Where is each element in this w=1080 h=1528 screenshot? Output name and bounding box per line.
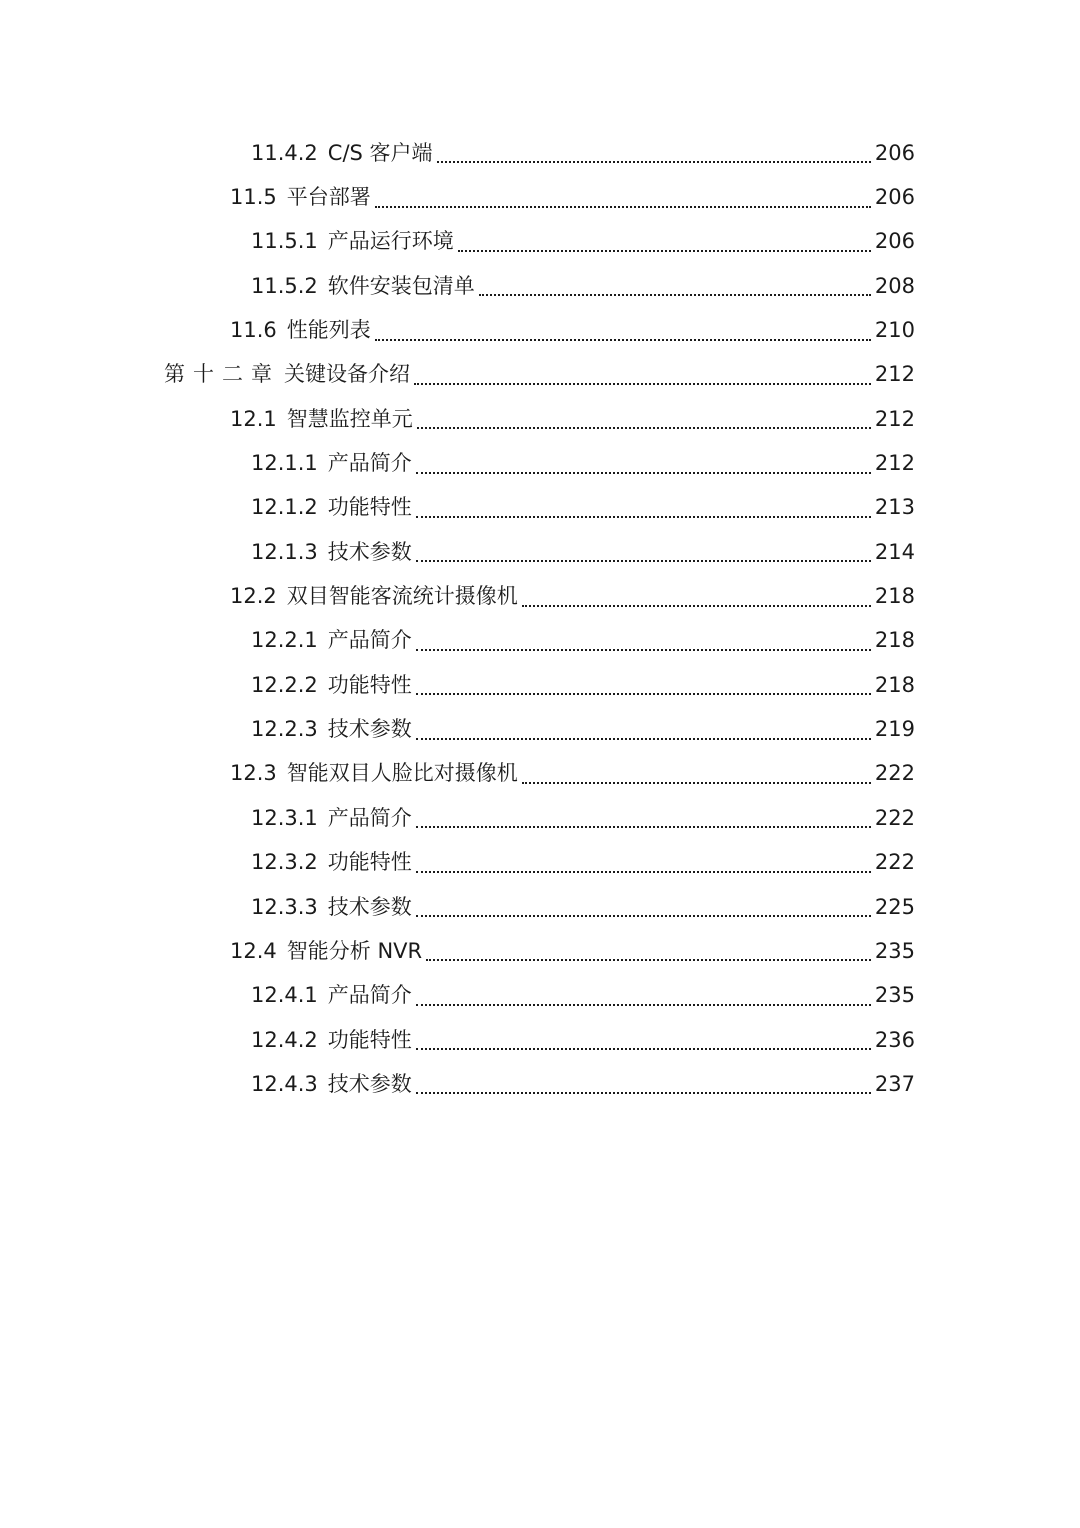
toc-dot-leader bbox=[375, 339, 871, 341]
toc-dot-leader bbox=[522, 605, 871, 607]
toc-entry-page: 235 bbox=[874, 938, 915, 963]
toc-dot-leader bbox=[375, 206, 871, 208]
toc-dot-leader bbox=[416, 516, 871, 518]
toc-entry-title: 功能特性 bbox=[327, 672, 412, 697]
toc-entry-number: 12.4 bbox=[230, 938, 277, 963]
toc-entry-number: 12.3 bbox=[230, 761, 277, 786]
toc-entry-page: 212 bbox=[874, 451, 915, 476]
toc-entry[interactable] bbox=[0, 131, 1080, 175]
toc-entry[interactable] bbox=[0, 841, 1080, 885]
toc-entry-number: 12.3.2 bbox=[251, 850, 318, 875]
toc-entry[interactable] bbox=[0, 441, 1080, 485]
toc-dot-leader bbox=[458, 250, 871, 252]
toc-entry-page: 212 bbox=[874, 406, 915, 431]
toc-entry-number: 12.2 bbox=[230, 584, 277, 609]
toc-entry-title: 智能分析 NVR bbox=[286, 938, 423, 963]
toc-entry-number: 12.4.3 bbox=[251, 1071, 318, 1096]
toc-entry-page: 235 bbox=[874, 983, 915, 1008]
toc-entry-number: 12.3.1 bbox=[251, 805, 318, 830]
toc-entry-title: 功能特性 bbox=[327, 495, 412, 520]
toc-entry[interactable] bbox=[0, 619, 1080, 663]
toc-dot-leader bbox=[416, 1092, 871, 1094]
toc-entry-number: 11.5.1 bbox=[251, 229, 318, 254]
toc-entry-page: 213 bbox=[874, 495, 915, 520]
toc-dot-leader bbox=[426, 959, 871, 961]
toc-dot-leader bbox=[416, 871, 871, 873]
toc-entry-title: 软件安装包清单 bbox=[327, 273, 475, 298]
toc-dot-leader bbox=[416, 1004, 871, 1006]
toc-dot-leader bbox=[416, 738, 871, 740]
toc-entry-number: 11.5.2 bbox=[251, 273, 318, 298]
toc-dot-leader bbox=[522, 782, 871, 784]
toc-entry[interactable] bbox=[0, 1062, 1080, 1106]
toc-dot-leader bbox=[414, 383, 871, 385]
toc-dot-leader bbox=[417, 427, 871, 429]
toc-entry-number: 12.4.2 bbox=[251, 1027, 318, 1052]
toc-entry-page: 206 bbox=[874, 185, 915, 210]
toc-entry-page: 206 bbox=[874, 140, 915, 165]
toc-entry-page: 218 bbox=[874, 584, 915, 609]
toc-entry-title: 产品简介 bbox=[327, 805, 412, 830]
toc-entry-number: 12.3.3 bbox=[251, 894, 318, 919]
toc-entry-title: 性能列表 bbox=[286, 318, 371, 343]
toc-entry-number: 12.1.2 bbox=[251, 495, 318, 520]
toc-entry[interactable] bbox=[0, 530, 1080, 574]
toc-entry[interactable] bbox=[0, 220, 1080, 264]
toc-entry-page: 225 bbox=[874, 894, 915, 919]
toc-entry-title: 功能特性 bbox=[327, 850, 412, 875]
toc-entry-page: 218 bbox=[874, 628, 915, 653]
toc-dot-leader bbox=[416, 1048, 871, 1050]
toc-dot-leader bbox=[416, 693, 871, 695]
toc-entry[interactable] bbox=[0, 1018, 1080, 1062]
toc-entry-number: 11.6 bbox=[230, 318, 277, 343]
toc-entry[interactable] bbox=[0, 397, 1080, 441]
toc-entry-number: 11.5 bbox=[230, 185, 277, 210]
toc-entry-page: 208 bbox=[874, 273, 915, 298]
toc-entry[interactable] bbox=[0, 264, 1080, 308]
toc-entry-title: 智慧监控单元 bbox=[286, 406, 413, 431]
toc-dot-leader bbox=[416, 915, 871, 917]
toc-entry-title: 技术参数 bbox=[327, 717, 412, 742]
toc-entry-page: 212 bbox=[874, 362, 915, 387]
toc-entry[interactable] bbox=[0, 974, 1080, 1018]
toc-entry-title: 产品简介 bbox=[327, 983, 412, 1008]
toc-entry[interactable] bbox=[0, 663, 1080, 707]
toc-dot-leader bbox=[416, 649, 871, 651]
toc-entry-page: 222 bbox=[874, 805, 915, 830]
toc-entry[interactable] bbox=[0, 752, 1080, 796]
toc-entry-title: 技术参数 bbox=[327, 1071, 412, 1096]
toc-dot-leader bbox=[416, 560, 871, 562]
toc-dot-leader bbox=[416, 826, 871, 828]
toc-entry-title: 产品运行环境 bbox=[327, 229, 454, 254]
toc-entry-number: 12.2.3 bbox=[251, 717, 318, 742]
toc-entry-page: 219 bbox=[874, 717, 915, 742]
toc-entry-number: 12.2.1 bbox=[251, 628, 318, 653]
toc-entry-title: 功能特性 bbox=[327, 1027, 412, 1052]
toc-entry-page: 222 bbox=[874, 850, 915, 875]
toc-entry[interactable] bbox=[0, 486, 1080, 530]
toc-entry[interactable] bbox=[0, 885, 1080, 929]
toc-entry-page: 218 bbox=[874, 672, 915, 697]
toc-entry-title: 产品简介 bbox=[327, 451, 412, 476]
toc-entry-number: 12.1.3 bbox=[251, 539, 318, 564]
table-of-contents bbox=[0, 131, 1080, 1107]
toc-entry-title: 智能双目人脸比对摄像机 bbox=[286, 761, 518, 786]
toc-chapter-entry[interactable] bbox=[0, 353, 1080, 397]
toc-entry-title: 关键设备介绍 bbox=[284, 362, 410, 387]
toc-entry-page: 214 bbox=[874, 539, 915, 564]
toc-entry-page: 210 bbox=[874, 318, 915, 343]
toc-entry-page: 236 bbox=[874, 1027, 915, 1052]
toc-entry-title: C/S 客户端 bbox=[327, 140, 433, 165]
toc-entry[interactable] bbox=[0, 707, 1080, 751]
toc-entry-title: 双目智能客流统计摄像机 bbox=[286, 584, 518, 609]
toc-entry-number: 11.4.2 bbox=[251, 140, 318, 165]
toc-entry-number: 12.1.1 bbox=[251, 451, 318, 476]
toc-dot-leader bbox=[416, 472, 871, 474]
toc-entry[interactable] bbox=[0, 574, 1080, 618]
toc-entry[interactable] bbox=[0, 308, 1080, 352]
toc-entry-number: 12.4.1 bbox=[251, 983, 318, 1008]
toc-dot-leader bbox=[479, 294, 871, 296]
toc-entry-page: 222 bbox=[874, 761, 915, 786]
toc-entry-title: 技术参数 bbox=[327, 539, 412, 564]
toc-entry[interactable] bbox=[0, 796, 1080, 840]
toc-dot-leader bbox=[437, 161, 871, 163]
toc-entry[interactable] bbox=[0, 175, 1080, 219]
toc-entry-number: 12.2.2 bbox=[251, 672, 318, 697]
toc-chapter-number: 第十二章 bbox=[164, 362, 280, 387]
toc-entry-title: 平台部署 bbox=[286, 185, 371, 210]
toc-entry-title: 产品简介 bbox=[327, 628, 412, 653]
toc-entry-title: 技术参数 bbox=[327, 894, 412, 919]
toc-entry-page: 206 bbox=[874, 229, 915, 254]
toc-entry[interactable] bbox=[0, 929, 1080, 973]
toc-entry-page: 237 bbox=[874, 1071, 915, 1096]
toc-entry-number: 12.1 bbox=[230, 406, 277, 431]
